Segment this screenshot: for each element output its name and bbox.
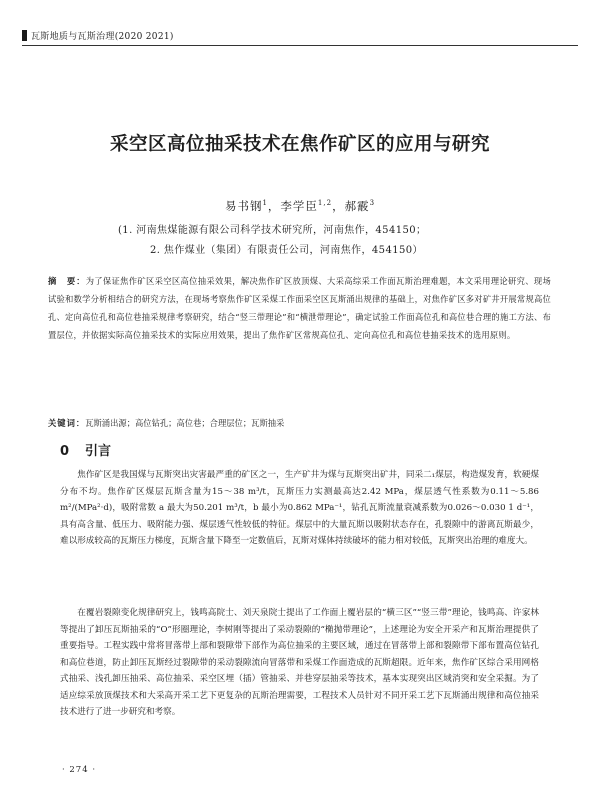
running-head-text: 瓦斯地质与瓦斯治理(2020 2021) bbox=[31, 32, 174, 42]
running-head-bar bbox=[22, 30, 27, 41]
section-number: 0 bbox=[60, 444, 70, 459]
header-rule bbox=[22, 45, 578, 46]
author-affil-mark: 1 bbox=[262, 199, 268, 208]
author-line: 易书钢$^1$，李学臣$^{1,2}$，郝霰$^3$ bbox=[224, 199, 376, 213]
page-number: · 274 · bbox=[62, 765, 97, 775]
abstract-text: 为了保证焦作矿区采空区高位抽采效果，解决焦作矿区放顶煤、大采高综采工作面瓦斯治理难题，本文采用理论研究、现场试验和数学分析相结合的研究方法，在现场考察焦作矿区采煤工作面采空区瓦斯涌出规律的基础上，对焦作矿区多对矿井开展常规高位孔、定向高位孔和高位巷抽采规律考察研究，结合“竖三带理论”和“横泄带理论”，确定试验工作面高位孔和高位巷合理的施工方法、布置层位，并依据实际高位抽采技术的实际应用效果，提出了焦作矿区常规高位孔、定向高位孔和高位巷抽采技术的选用原则。 bbox=[48, 276, 551, 340]
keywords-label: 关键词： bbox=[48, 418, 86, 428]
author-affil-mark: 1,2 bbox=[317, 199, 333, 208]
body-paragraph: 焦作矿区是我国煤与瓦斯突出灾害最严重的矿区之一，生产矿井为煤与瓦斯突出矿井，同采二₁煤层，构造煤发育，软硬煤分布不均。焦作矿区煤层瓦斯含量为15～38 m³/t，瓦斯压力实测最高达2.42 MPa，煤层透气性系数为0.11～5.86 m²/(MPa²·d)，吸附常数 a 最大为50.201 m³/t，b 最小为0.862 MPa⁻¹，钻孔瓦斯流量衰减系数为0.026～0.030 1 d⁻¹，具有高含量、低压力、吸附能力强、煤层透气性较低的特征。煤层中的大量瓦斯以吸附状态存在，孔裂隙中的游离瓦斯最少，难以形成较高的瓦斯压力梯度，瓦斯含量下降至一定数值后，瓦斯对煤体持续破坏的能力相对较低，瓦斯突出治理的难度大。 bbox=[60, 470, 539, 546]
keywords-text: 瓦斯涌出源；高位钻孔；高位巷；合理层位；瓦斯抽采 bbox=[85, 418, 285, 428]
article-title: 采空区高位抽采技术在焦作矿区的应用与研究 bbox=[109, 134, 490, 155]
author-affil-mark: 3 bbox=[369, 199, 376, 208]
affiliation-line: 2. 焦作煤业（集团）有限责任公司，河南焦作，454150） bbox=[150, 245, 423, 256]
author-name: 李学臣 bbox=[280, 199, 318, 213]
section-heading bbox=[60, 440, 111, 459]
body-paragraph: 在覆岩裂隙变化规律研究上，钱鸣高院士、刘天泉院士提出了工作面上覆岩层的“横三区”“竖三带”理论，钱鸣高、许家林等提出了卸压瓦斯抽采的“O”形圈理论，李树刚等提出了采动裂隙的“椭抛带理论”，上述理论为安全开采产和瓦斯治理提供了重要指导。工程实践中常将冒落带上部和裂隙带下部作为高位抽采的主要区域，通过在冒落带上部和裂隙带下部布置高位钻孔和高位巷道，防止卸压瓦斯经过裂隙带的采动裂隙流向冒落带和采煤工作面造成的瓦斯超限。近年来，焦作矿区综合采用网格式抽采、浅孔卸压抽采、高位抽采、采空区埋（插）管抽采、并巷穿层抽采等技术，基本实现突出区域消突和安全采掘。为了适应综采放顶煤技术和大采高开采工艺下更复杂的瓦斯治理需要，工程技术人员针对不同开采工艺下瓦斯涌出规律和高位抽采技术进行了进一步研究和考察。 bbox=[60, 608, 539, 717]
author-name: 郝霰 bbox=[344, 199, 370, 213]
abstract-label: 摘 要： bbox=[48, 276, 86, 286]
affiliation-line: (1. 河南焦煤能源有限公司科学技术研究所，河南焦作，454150； bbox=[118, 225, 427, 236]
abstract bbox=[48, 272, 551, 344]
running-head bbox=[22, 29, 174, 42]
keywords bbox=[48, 415, 551, 431]
section-title: 引言 bbox=[85, 444, 112, 459]
author-name: 易书钢 bbox=[224, 199, 263, 213]
